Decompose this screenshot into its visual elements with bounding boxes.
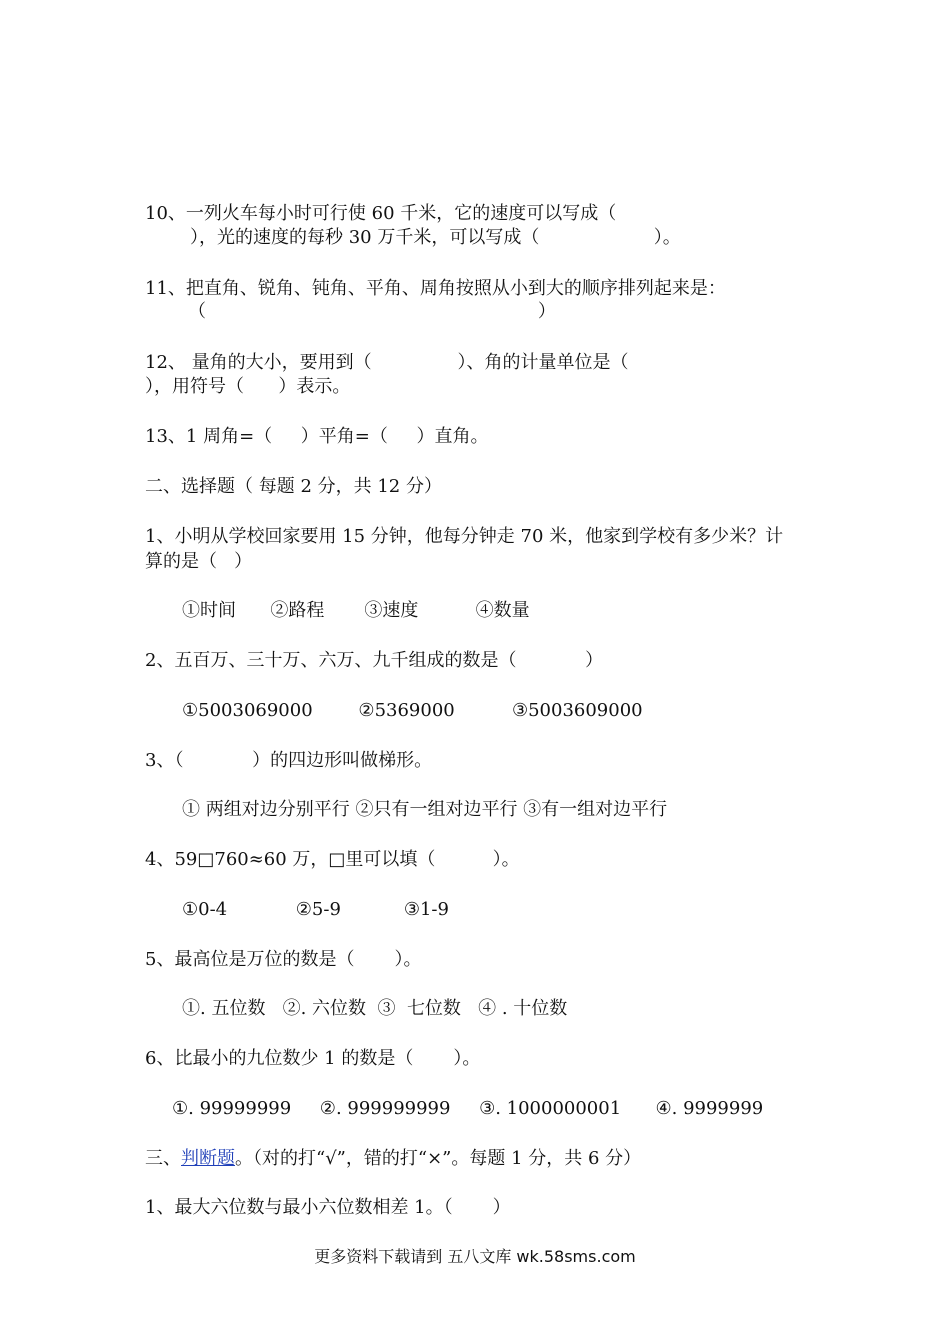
s2-question-6-options: ①. 99999999 ②. 999999999 ③. 1000000001 ④. 9999999 [172,1098,764,1119]
question-10-line-1: 10、一列火车每小时可行使 60 千米，它的速度可以写成（ [145,203,617,224]
s2-question-5-options: ①. 五位数 ②. 六位数 ③ 七位数 ④ . 十位数 [182,998,568,1019]
section-2-heading: 二、选择题（ 每题 2 分，共 12 分） [145,476,442,497]
s3-question-1: 1、最大六位数与最小六位数相差 1。（ ） [145,1197,511,1218]
question-13: 13、1 周角=（ ）平角=（ ）直角。 [145,426,489,447]
section-3-heading [145,1147,641,1171]
question-12-line-2: ），用符号（ ）表示。 [145,376,351,397]
question-11-line-2: （ ） [188,301,556,322]
section-3-prefix: 三、 [145,1148,181,1169]
footer-text: 更多资料下载请到 五八文库 wk.58sms.com [314,1247,636,1266]
s2-question-1-line-2: 算的是（ ） [145,551,253,572]
s2-question-3: 3、（ ）的四边形叫做梯形。 [145,750,433,771]
judgment-link[interactable]: 判断题 [181,1148,235,1169]
s2-question-4: 4、59□760≈60 万，□里可以填（ ）。 [145,849,520,870]
s2-question-3-options: ① 两组对边分别平行 ②只有一组对边平行 ③有一组对边平行 [182,799,668,820]
s2-question-2: 2、五百万、三十万、六万、九千组成的数是（ ） [145,650,604,671]
s2-question-2-options: ①5003069000 ②5369000 ③5003609000 [182,700,643,721]
s2-question-1-line-1: 1、小明从学校回家要用 15 分钟，他每分钟走 70 米，他家到学校有多少米？计 [145,526,784,547]
s2-question-4-options: ①0-4 ②5-9 ③1-9 [182,899,449,920]
question-12-line-1: 12、 量角的大小，要用到（ ）、角的计量单位是（ [145,352,629,373]
question-10-line-2: ），光的速度的每秒 30 万千米，可以写成（ ）。 [190,227,681,248]
s2-question-6: 6、比最小的九位数少 1 的数是（ ）。 [145,1048,481,1069]
s2-question-1-options: ①时间 ②路程 ③速度 ④数量 [182,600,530,621]
section-3-suffix: 。（对的打“√”，错的打“×”。每题 1 分，共 6 分） [235,1148,642,1169]
question-11-line-1: 11、把直角、锐角、钝角、平角、周角按照从小到大的顺序排列起来是： [145,278,726,299]
s2-question-5: 5、最高位是万位的数是（ ）。 [145,949,422,970]
